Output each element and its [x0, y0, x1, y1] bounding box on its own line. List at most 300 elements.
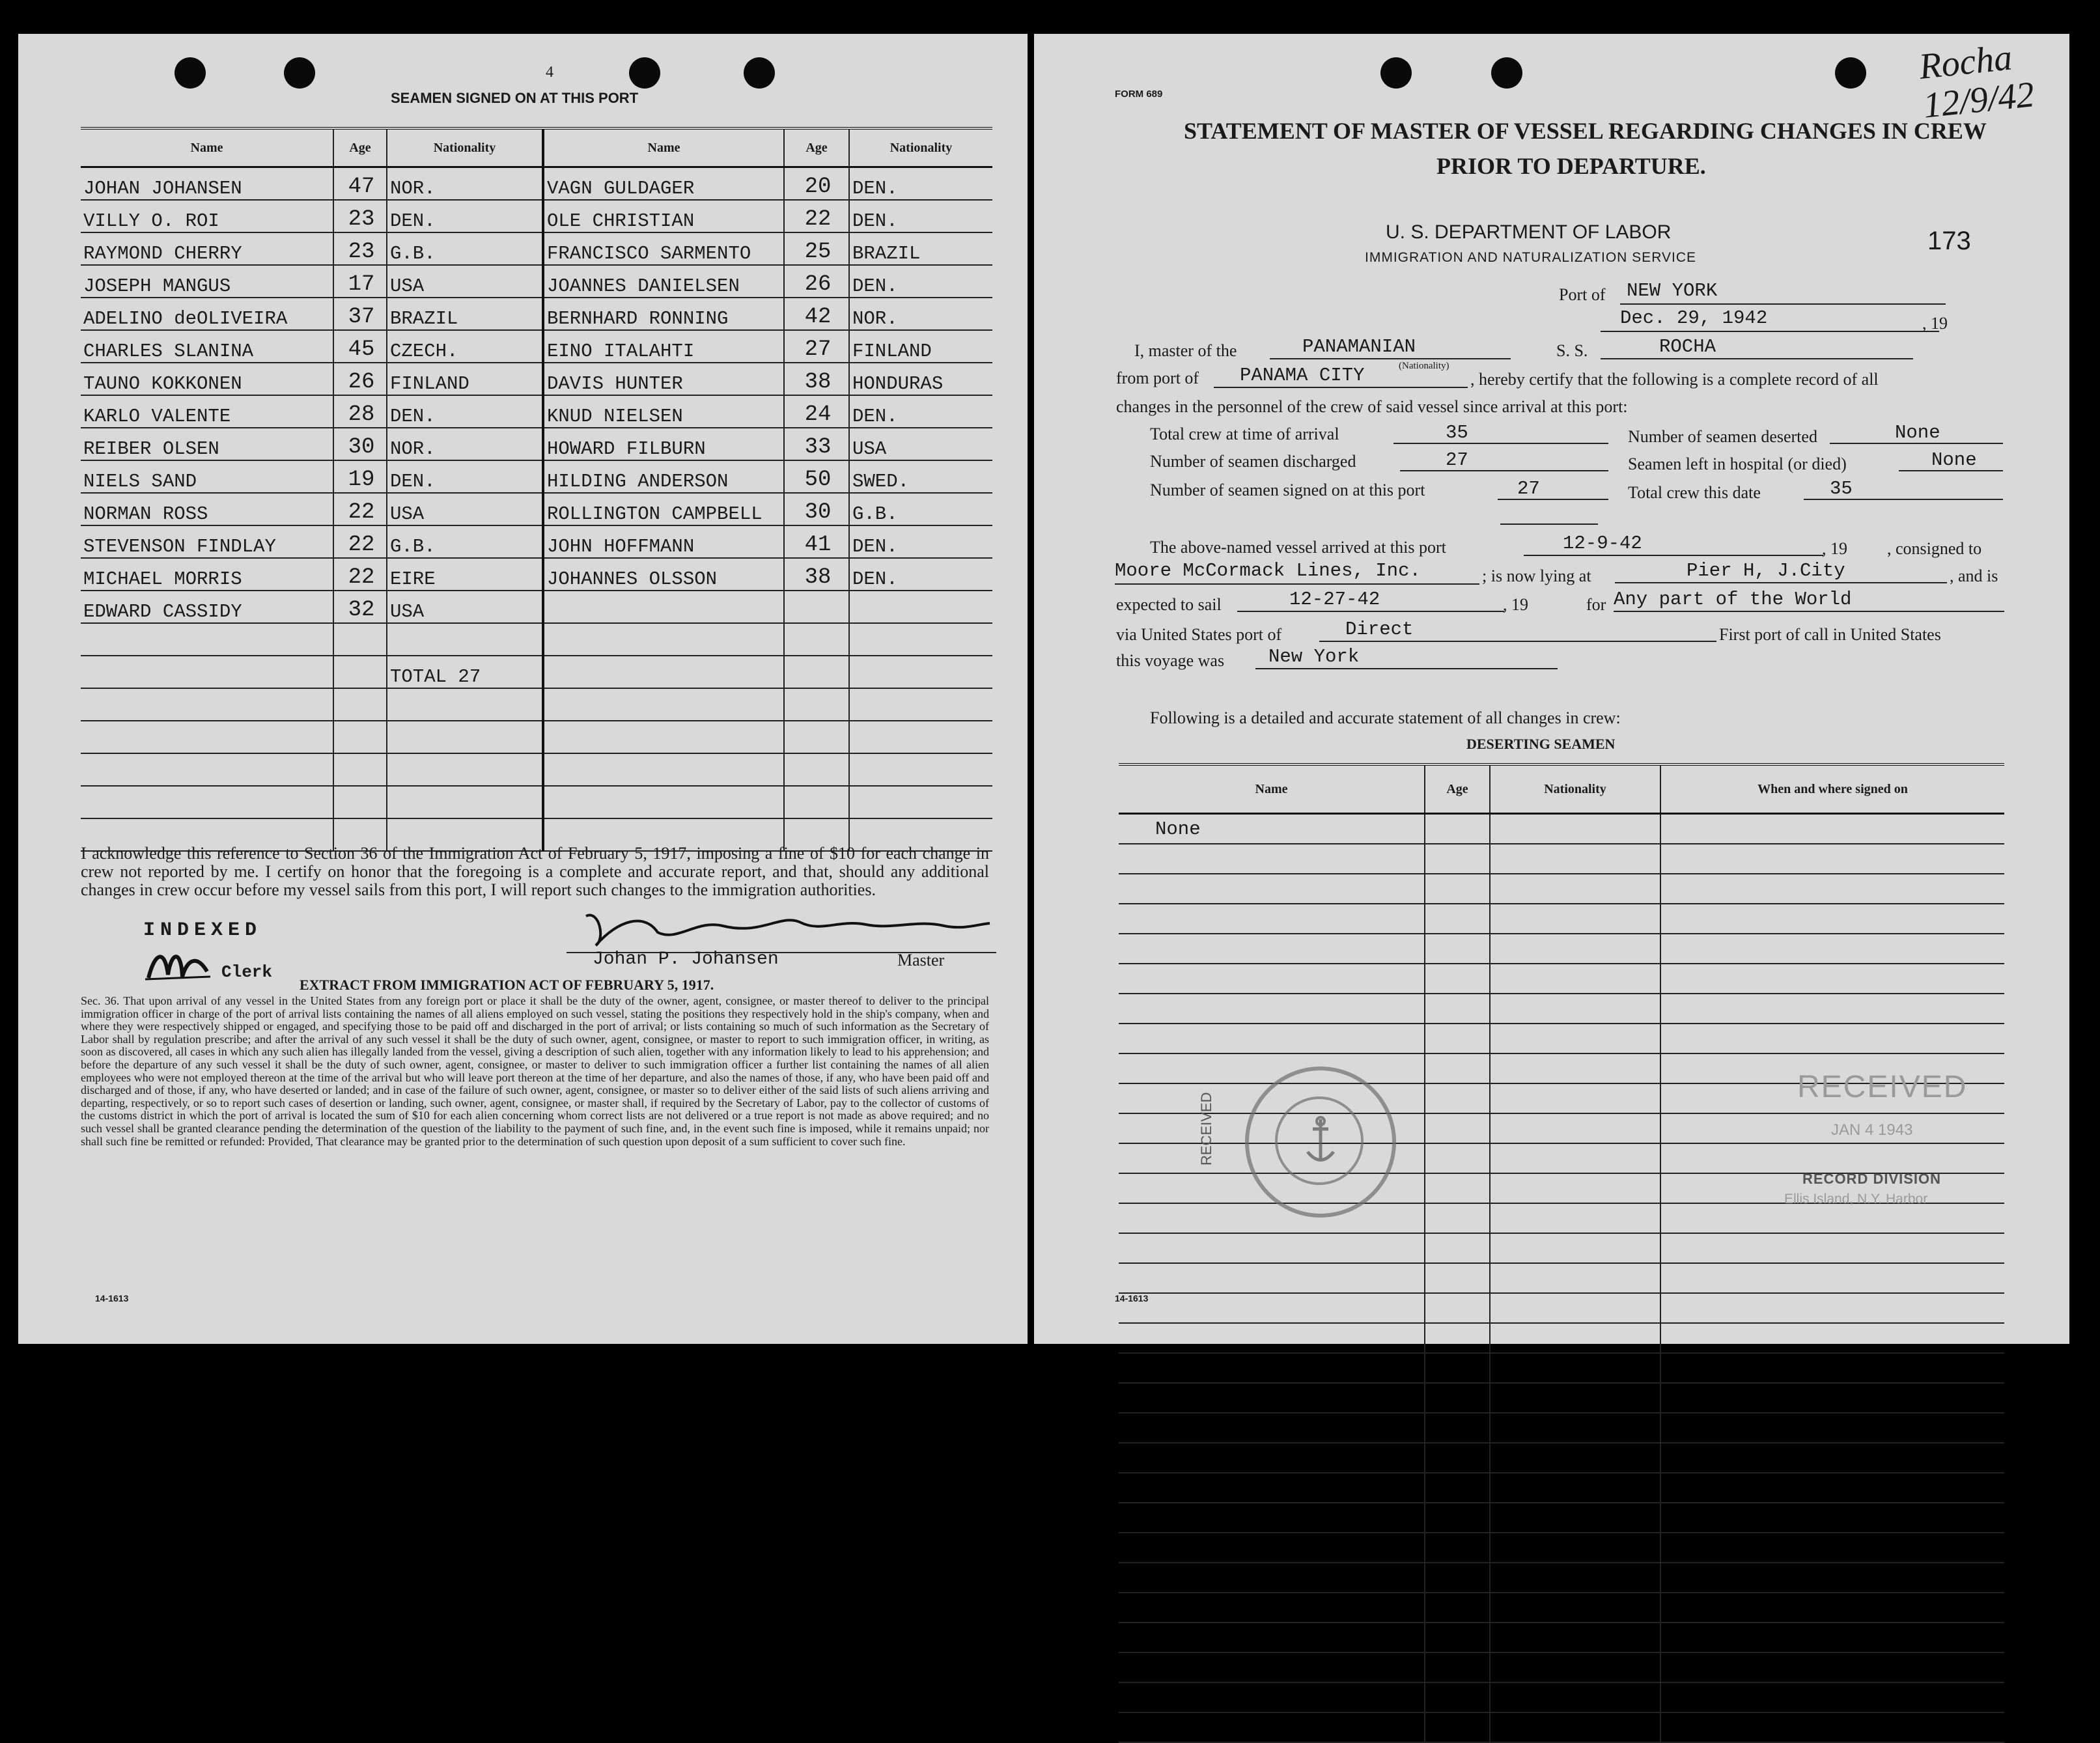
deserter-signed-on: [1660, 1323, 2004, 1353]
deserter-age: [1425, 994, 1490, 1024]
deserter-signed-on: [1660, 1413, 2004, 1443]
crew-name: VAGN GULDAGER: [543, 167, 784, 201]
deserter-nationality: [1490, 1263, 1660, 1293]
deserter-age: [1425, 1024, 1490, 1053]
table-header: [81, 128, 992, 167]
crew-age: [784, 591, 849, 623]
punch-hole: [284, 57, 315, 89]
right-form-code: 14-1613: [1115, 1293, 1149, 1304]
deserter-name: None: [1119, 814, 1425, 844]
crew-nationality: [849, 753, 992, 786]
handwritten-note: Rocha 12/9/42: [1917, 37, 2037, 126]
table-row: [81, 591, 992, 623]
deserter-age: [1425, 934, 1490, 964]
for-label: for: [1586, 595, 1606, 614]
table-row: [81, 167, 992, 201]
crew-nationality: NOR.: [387, 428, 543, 460]
crew-age: 24: [784, 395, 849, 428]
crew-nationality: [387, 623, 543, 656]
table-row: [81, 721, 992, 753]
deserter-nationality: [1490, 844, 1660, 874]
deserter-age: [1425, 1383, 1490, 1413]
circular-stamp: [1245, 1067, 1396, 1218]
crew-name: STEVENSON FINDLAY: [81, 525, 333, 558]
deserter-nationality: [1490, 1413, 1660, 1443]
col-name: Name: [81, 128, 333, 167]
crew-name: RAYMOND CHERRY: [81, 232, 333, 265]
extract-text: Sec. 36. That upon arrival of any vessel in the United States from any foreign port or place it shall be the duty of the owner, agent, consignee, or master thereof to deliver to the principal immigration officer in charge of the port of arrival lists containing the names of all aliens employed on such vessel, stating the positions they respectively hold in the ship's company, when and where they were respectively shipped or engaged, and specifying those to be paid off and discharged in the port of arrival; or lists containing so much of such information as the Secretary of Labor shall by regulation prescribe; and after the arrival of any such vessel it shall be the duty of such owner, agent, consignee, or master to report to such immigration officer, in writing, as soon as discovered, all cases in which any such alien has illegally landed from the vessel, giving a description of such alien, together with any information likely to lead to his apprehension; and before the departure of any such vessel it shall be the duty of such owner, agent, consignee, or master to deliver to such immigration officer a further list containing the names of all alien employees who were not employed thereon at the time of the arrival but who will leave port thereon at the time of her departure, and also the names of those, if any, who have been paid off and discharged and of those, if any, who have deserted or landed; and in case of the failure of such owner, agent, consignee, or master so to deliver either of the said lists of such aliens arriving and departing, respectively, or so to report such cases of desertion or landing, such owner, agent, consignee, or master shall, if required by the Secretary of Labor, pay to the collector of customs of the customs district in which the port of arrival is located the sum of $10 for each alien concerning whom correct lists are not delivered or a true report is not made as above required; and no such vessel shall be granted clearance pending the determination of the question of the liability to the payment of such fine, and, in the event such fine is imposed, while it remains unpaid; nor shall such fine be remitted or refunded: Provided, That clearance may be granted prior to the determination of such question upon deposit of a sum sufficient to cover such fine.: [81, 994, 989, 1148]
deserter-signed-on: [1660, 874, 2004, 904]
deserter-age: [1425, 1173, 1490, 1203]
for-field: Any part of the World: [1614, 589, 2004, 612]
crew-name: [543, 656, 784, 688]
hospital-field: None: [1899, 449, 2003, 471]
page-number: 4: [546, 64, 553, 81]
deserter-nationality: [1490, 1113, 1660, 1143]
via-field: Direct: [1319, 619, 1716, 642]
table-row: [1119, 1712, 2004, 1742]
deserter-signed-on: [1660, 814, 2004, 844]
crew-name: [543, 721, 784, 753]
table-row: [1119, 874, 2004, 904]
arrived-label: The above-named vessel arrived at this port: [1150, 538, 1446, 557]
deserter-name: [1119, 1473, 1425, 1503]
crew-age: 37: [333, 298, 387, 330]
form-title: STATEMENT OF MASTER OF VESSEL REGARDING CHANGES IN CREW: [1184, 118, 1987, 144]
following-text: Following is a detailed and accurate statement of all changes in crew:: [1150, 708, 1621, 727]
crew-age: 20: [784, 167, 849, 201]
crew-age: 27: [784, 330, 849, 363]
voyage-field: New York: [1255, 646, 1558, 669]
deserter-nationality: [1490, 1293, 1660, 1323]
deserter-signed-on: [1660, 1473, 2004, 1503]
crew-age: 22: [784, 200, 849, 232]
col-name: Name: [1119, 764, 1425, 814]
deserter-name: [1119, 1623, 1425, 1652]
crew-nationality: [387, 753, 543, 786]
table-row: [81, 623, 992, 656]
received-stamp: RECEIVED: [1797, 1070, 1968, 1104]
crew-name: JOSEPH MANGUS: [81, 265, 333, 298]
crew-nationality: G.B.: [849, 493, 992, 525]
deserter-signed-on: [1660, 1203, 2004, 1233]
crew-age: 38: [784, 363, 849, 395]
received-date: JAN 4 1943: [1831, 1121, 1913, 1139]
service: IMMIGRATION AND NATURALIZATION SERVICE: [1365, 250, 1696, 265]
from-port-label: from port of: [1116, 369, 1199, 387]
and-is-label: , and is: [1950, 566, 1998, 585]
clerk-initials: [142, 945, 214, 984]
crew-name: HOWARD FILBURN: [543, 428, 784, 460]
deserter-age: [1425, 1353, 1490, 1383]
deserter-age: [1425, 1413, 1490, 1443]
deserter-nationality: [1490, 1593, 1660, 1623]
punch-hole: [175, 57, 206, 89]
deserter-nationality: [1490, 1353, 1660, 1383]
table-row: [81, 786, 992, 818]
deserter-nationality: [1490, 1173, 1660, 1203]
deserter-name: [1119, 1233, 1425, 1263]
deserter-age: [1425, 964, 1490, 994]
crew-nationality: EIRE: [387, 558, 543, 591]
deserter-nationality: [1490, 1503, 1660, 1533]
deserter-nationality: [1490, 1323, 1660, 1353]
ship-field: ROCHA: [1601, 336, 1913, 359]
table-row: [1119, 934, 2004, 964]
deserter-nationality: [1490, 1053, 1660, 1083]
deserter-signed-on: [1660, 904, 2004, 934]
deserter-nationality: [1490, 1233, 1660, 1263]
deserter-signed-on: [1660, 1143, 2004, 1173]
crew-nationality: BRAZIL: [849, 232, 992, 265]
via-label: via United States port of: [1116, 625, 1282, 644]
crew-name: EDWARD CASSIDY: [81, 591, 333, 623]
deserted-label: Number of seamen deserted: [1628, 427, 1817, 446]
expected-field: 12-27-42: [1237, 589, 1504, 612]
crew-name: JOHAN JOHANSEN: [81, 167, 333, 201]
left-form-code: 14-1613: [95, 1293, 129, 1304]
crew-age: 33: [784, 428, 849, 460]
table-row: [1119, 1533, 2004, 1563]
deserter-age: [1425, 814, 1490, 844]
crew-name: [81, 786, 333, 818]
table-row: [1119, 1473, 2004, 1503]
col-age: Age: [333, 128, 387, 167]
table-row: [1119, 904, 2004, 934]
deserter-age: [1425, 844, 1490, 874]
crew-nationality: DEN.: [849, 200, 992, 232]
deserter-name: [1119, 1263, 1425, 1293]
crew-age: 28: [333, 395, 387, 428]
lying-field: Pier H, J.City: [1615, 560, 1947, 583]
deserter-name: [1119, 994, 1425, 1024]
crew-age: [784, 656, 849, 688]
deserter-age: [1425, 1053, 1490, 1083]
crew-name: NORMAN ROSS: [81, 493, 333, 525]
master-name: Johan P. Johansen: [593, 949, 779, 969]
col-nationality: Nationality: [1490, 764, 1660, 814]
crew-nationality: DEN.: [387, 395, 543, 428]
table-row: [1119, 1353, 2004, 1383]
crew-nationality: [849, 656, 992, 688]
crew-age: 23: [333, 200, 387, 232]
deserter-name: [1119, 1563, 1425, 1593]
crew-nationality: BRAZIL: [387, 298, 543, 330]
total-date-field: 35: [1804, 478, 2003, 500]
deserter-age: [1425, 1263, 1490, 1293]
deserter-name: [1119, 1652, 1425, 1682]
crew-name: HILDING ANDERSON: [543, 460, 784, 493]
deserter-nationality: [1490, 814, 1660, 844]
date-suffix: , 19: [1922, 314, 1948, 333]
deserter-signed-on: [1660, 1024, 2004, 1053]
deserter-signed-on: [1660, 1533, 2004, 1563]
deserter-name: [1119, 1024, 1425, 1053]
deserter-age: [1425, 1623, 1490, 1652]
deserter-nationality: [1490, 1083, 1660, 1113]
table-row: [81, 460, 992, 493]
deserter-age: [1425, 1203, 1490, 1233]
deserter-nationality: [1490, 1712, 1660, 1742]
table-row: [1119, 1563, 2004, 1593]
deserter-name: [1119, 1682, 1425, 1712]
signed-on-label: Number of seamen signed on at this port: [1150, 481, 1425, 499]
table-row: [81, 493, 992, 525]
clerk-label: Clerk: [221, 962, 273, 982]
crew-name: REIBER OLSEN: [81, 428, 333, 460]
crew-age: 47: [333, 167, 387, 201]
deserting-table: [1119, 763, 2004, 1743]
table-row: [1119, 1024, 2004, 1053]
crew-name: [81, 623, 333, 656]
deserter-age: [1425, 1293, 1490, 1323]
crew-age: 30: [784, 493, 849, 525]
seamen-signed-table: [81, 127, 992, 852]
crew-age: [784, 721, 849, 753]
deserter-nationality: [1490, 1143, 1660, 1173]
crew-age: 38: [784, 558, 849, 591]
ss-label: S. S.: [1556, 341, 1588, 360]
crew-name: EINO ITALAHTI: [543, 330, 784, 363]
divider: [1500, 523, 1598, 525]
deserter-age: [1425, 1443, 1490, 1473]
table-row: [1119, 964, 2004, 994]
table-row: [81, 200, 992, 232]
port-label: Port of: [1559, 285, 1606, 304]
acknowledgement-text: I acknowledge this reference to Section 36 of the Immigration Act of February 5, 1917, imposing a fine of $10 for each change in crew not reported by me. I certify on honor that the foregoing is a complete and accurate report, and that, should any additional changes in crew occur before my vessel sails from this port, I will report such changes to the immigration authorities.: [81, 844, 989, 899]
table-row: [1119, 1233, 2004, 1263]
deserter-nationality: [1490, 1533, 1660, 1563]
crew-nationality: FINLAND: [387, 363, 543, 395]
punch-hole: [629, 57, 660, 89]
table-row: [81, 558, 992, 591]
crew-age: [784, 688, 849, 721]
deserter-nationality: [1490, 1024, 1660, 1053]
deserter-nationality: [1490, 874, 1660, 904]
col-name: Name: [543, 128, 784, 167]
consigned-label: , consigned to: [1887, 539, 1982, 558]
deserter-name: [1119, 1593, 1425, 1623]
punch-hole: [1835, 57, 1866, 89]
deserter-name: [1119, 1712, 1425, 1742]
deserter-nationality: [1490, 1623, 1660, 1652]
deserter-signed-on: [1660, 1503, 2004, 1533]
from-port-field: PANAMA CITY: [1214, 365, 1468, 388]
certify-text-2: changes in the personnel of the crew of said vessel since arrival at this port:: [1116, 397, 1628, 416]
crew-nationality: CZECH.: [387, 330, 543, 363]
crew-age: [333, 688, 387, 721]
crew-age: 26: [784, 265, 849, 298]
arrived-19: , 19: [1822, 539, 1847, 558]
deserter-nationality: [1490, 1473, 1660, 1503]
punch-hole: [1380, 57, 1412, 89]
deserter-age: [1425, 1533, 1490, 1563]
expected-label: expected to sail: [1116, 595, 1222, 614]
table-row: [1119, 1593, 2004, 1623]
side-stamp: RECEIVED: [1198, 1092, 1214, 1165]
crew-name: [543, 753, 784, 786]
deserter-signed-on: [1660, 1443, 2004, 1473]
master-label: Master: [897, 951, 945, 969]
deserter-signed-on: [1660, 934, 2004, 964]
deserter-name: [1119, 964, 1425, 994]
anchor-icon: [1301, 1116, 1340, 1168]
crew-nationality: NOR.: [387, 167, 543, 201]
deserter-nationality: [1490, 964, 1660, 994]
deserter-nationality: [1490, 1652, 1660, 1682]
crew-age: 22: [333, 525, 387, 558]
form-subtitle: PRIOR TO DEPARTURE.: [1436, 153, 1706, 179]
crew-nationality: DEN.: [387, 460, 543, 493]
table-row: [1119, 1652, 2004, 1682]
table-row: [1119, 1263, 2004, 1293]
crew-name: [81, 721, 333, 753]
crew-age: [784, 753, 849, 786]
table-row: [1119, 1323, 2004, 1353]
master-signature: [567, 906, 996, 952]
crew-nationality: HONDURAS: [849, 363, 992, 395]
table-row: [81, 753, 992, 786]
deserter-age: [1425, 874, 1490, 904]
deserter-signed-on: [1660, 994, 2004, 1024]
crew-age: 45: [333, 330, 387, 363]
crew-name: [543, 623, 784, 656]
crew-name: KNUD NIELSEN: [543, 395, 784, 428]
deserter-age: [1425, 1113, 1490, 1143]
hospital-label: Seamen left in hospital (or died): [1628, 454, 1847, 473]
crew-nationality: [387, 721, 543, 753]
table-row: [81, 688, 992, 721]
crew-nationality: G.B.: [387, 525, 543, 558]
crew-name: OLE CHRISTIAN: [543, 200, 784, 232]
discharged-field: 27: [1400, 449, 1608, 471]
crew-name: [543, 591, 784, 623]
punch-hole: [744, 57, 775, 89]
deserted-field: None: [1830, 422, 2003, 444]
deserter-signed-on: [1660, 1383, 2004, 1413]
crew-nationality: USA: [387, 493, 543, 525]
deserter-signed-on: [1660, 1293, 2004, 1323]
crew-name: DAVIS HUNTER: [543, 363, 784, 395]
deserter-signed-on: [1660, 1263, 2004, 1293]
crew-name: ROLLINGTON CAMPBELL: [543, 493, 784, 525]
port-field: NEW YORK: [1620, 280, 1946, 305]
crew-age: 17: [333, 265, 387, 298]
deserter-signed-on: [1660, 1712, 2004, 1742]
consignee-field: Moore McCormack Lines, Inc.: [1115, 560, 1479, 585]
deserter-nationality: [1490, 1203, 1660, 1233]
deserter-age: [1425, 1323, 1490, 1353]
deserter-name: [1119, 1503, 1425, 1533]
crew-nationality: [849, 591, 992, 623]
department: U. S. DEPARTMENT OF LABOR: [1386, 221, 1672, 243]
table-row: [81, 395, 992, 428]
crew-name: NIELS SAND: [81, 460, 333, 493]
table-row: [1119, 1503, 2004, 1533]
crew-nationality: DEN.: [849, 265, 992, 298]
table-row: [81, 330, 992, 363]
voyage-label: this voyage was: [1116, 651, 1225, 670]
crew-age: [333, 656, 387, 688]
crew-nationality: [387, 786, 543, 818]
table-row: [1119, 1203, 2004, 1233]
punch-hole: [1491, 57, 1522, 89]
deserter-nationality: [1490, 904, 1660, 934]
deserter-name: [1119, 1533, 1425, 1563]
crew-name: KARLO VALENTE: [81, 395, 333, 428]
crew-name: JOHANNES OLSSON: [543, 558, 784, 591]
crew-name: BERNHARD RONNING: [543, 298, 784, 330]
crew-name: [543, 786, 784, 818]
crew-nationality: [849, 688, 992, 721]
crew-nationality: USA: [387, 265, 543, 298]
deserter-signed-on: [1660, 1353, 2004, 1383]
deserter-age: [1425, 1712, 1490, 1742]
nationality-caption: (Nationality): [1399, 361, 1449, 371]
deserter-age: [1425, 1682, 1490, 1712]
arrived-field: 12-9-42: [1524, 533, 1823, 556]
crew-nationality: DEN.: [849, 558, 992, 591]
deserter-name: [1119, 1053, 1425, 1083]
table-row: [81, 232, 992, 265]
crew-name: [543, 688, 784, 721]
deserter-signed-on: [1660, 1233, 2004, 1263]
table-row: [1119, 1682, 2004, 1712]
crew-name: JOANNES DANIELSEN: [543, 265, 784, 298]
crew-name: VILLY O. ROI: [81, 200, 333, 232]
certify-text-1: , hereby certify that the following is a complete record of all: [1470, 370, 1879, 389]
form-label: FORM 689: [1115, 89, 1163, 100]
deserter-signed-on: [1660, 964, 2004, 994]
crew-age: 50: [784, 460, 849, 493]
deserter-age: [1425, 1563, 1490, 1593]
col-nationality: Nationality: [387, 128, 543, 167]
crew-age: 30: [333, 428, 387, 460]
deserter-name: [1119, 1293, 1425, 1323]
crew-nationality: G.B.: [387, 232, 543, 265]
table-row: [1119, 1293, 2004, 1323]
deserter-signed-on: [1660, 844, 2004, 874]
table-row: [81, 656, 992, 688]
deserter-signed-on: [1660, 1563, 2004, 1593]
deserter-nationality: [1490, 934, 1660, 964]
deserter-age: [1425, 1233, 1490, 1263]
crew-age: [784, 623, 849, 656]
crew-age: [784, 786, 849, 818]
deserter-signed-on: [1660, 1593, 2004, 1623]
crew-nationality: DEN.: [387, 200, 543, 232]
stamp-location: Ellis Island, N.Y. Harbor: [1784, 1192, 1928, 1206]
col-age: Age: [1425, 764, 1490, 814]
deserter-name: [1119, 1383, 1425, 1413]
col-nationality: Nationality: [849, 128, 992, 167]
crew-nationality: DEN.: [849, 167, 992, 201]
deserter-signed-on: [1660, 1682, 2004, 1712]
deserter-nationality: [1490, 1563, 1660, 1593]
crew-age: 25: [784, 232, 849, 265]
crew-age: [333, 623, 387, 656]
crew-age: [333, 753, 387, 786]
first-port-label: First port of call in United States: [1719, 625, 1941, 644]
crew-nationality: [849, 623, 992, 656]
crew-age: 22: [333, 493, 387, 525]
table-row: [1119, 844, 2004, 874]
master-of-label: I, master of the: [1134, 341, 1237, 360]
table-row: [1119, 1443, 2004, 1473]
deserter-name: [1119, 1353, 1425, 1383]
crew-name: [81, 656, 333, 688]
deserter-nationality: [1490, 994, 1660, 1024]
